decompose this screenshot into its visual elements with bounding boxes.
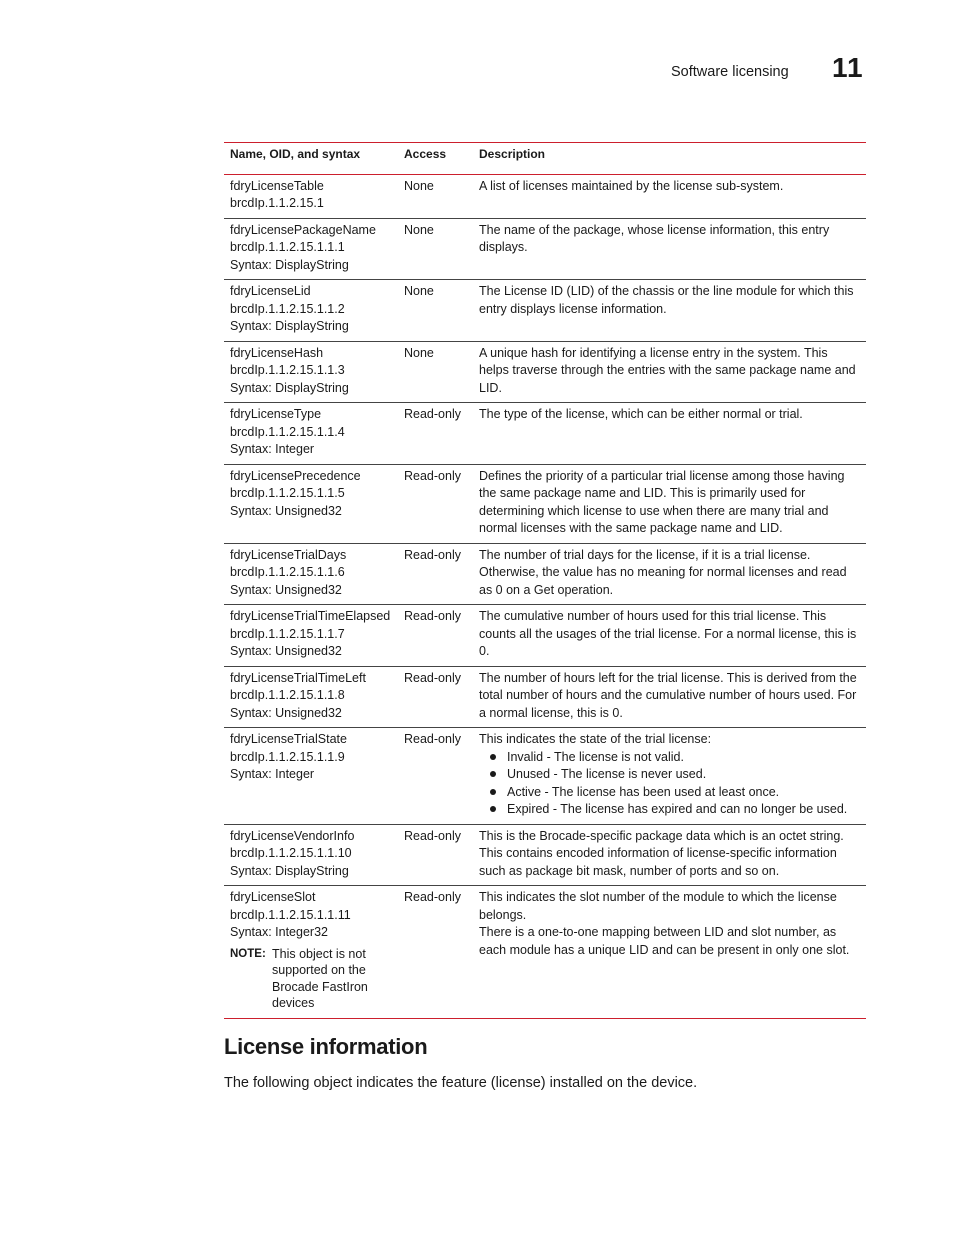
running-header-section: Software licensing: [671, 64, 789, 80]
mib-objects-table: [224, 142, 866, 1019]
object-oid: brcdIp.1.1.2.15.1.1.8: [230, 688, 345, 702]
cell-access: Read-only: [398, 464, 473, 543]
object-oid: brcdIp.1.1.2.15.1.1.1: [230, 240, 345, 254]
description-text: There is a one-to-one mapping between LID and slot number, as each module has a unique LID and can be present in only one slot.: [479, 925, 850, 957]
object-name: fdryLicenseTrialTimeLeft: [230, 670, 366, 685]
cell-description: [473, 218, 866, 280]
object-name: fdryLicenseTrialTimeElapsed: [230, 609, 391, 623]
table-row: [224, 728, 866, 825]
cell-description: [473, 666, 866, 728]
table-row: [224, 280, 866, 342]
object-oid: brcdIp.1.1.2.15.1.1.9: [230, 749, 345, 764]
list-item: Active - The license has been used at least once.: [487, 784, 860, 802]
cell-name-oid-syntax: [224, 341, 398, 403]
object-name: fdryLicenseTrialState: [230, 732, 347, 746]
table-row: [224, 403, 866, 465]
object-name: fdryLicenseVendorInfo: [230, 828, 355, 843]
object-oid: brcdIp.1.1.2.15.1.1.6: [230, 565, 345, 579]
cell-access: Read-only: [398, 824, 473, 886]
object-oid: brcdIp.1.1.2.15.1.1.7: [230, 626, 345, 641]
object-oid: brcdIp.1.1.2.15.1.1.10: [230, 846, 352, 860]
chapter-number: 11: [832, 52, 864, 83]
bullet-list: [479, 749, 860, 819]
object-syntax: Syntax: DisplayString: [230, 863, 349, 878]
cell-name-oid-syntax: [224, 666, 398, 728]
cell-access: None: [398, 341, 473, 403]
object-oid: brcdIp.1.1.2.15.1.1.2: [230, 301, 345, 316]
object-syntax: Syntax: Unsigned32: [230, 644, 342, 658]
object-syntax: Syntax: Unsigned32: [230, 503, 342, 518]
list-item: Invalid - The license is not valid.: [487, 749, 860, 767]
object-name: fdryLicenseHash: [230, 345, 324, 360]
object-oid: brcdIp.1.1.2.15.1.1.11: [230, 907, 351, 922]
cell-description: [473, 728, 866, 825]
object-syntax: Syntax: Integer: [230, 442, 315, 456]
description-text: This indicates the slot number of the module to which the license belongs.: [479, 890, 837, 922]
list-item: Unused - The license is never used.: [487, 766, 860, 784]
column-header-description: Description: [473, 143, 866, 175]
description-text: The number of hours left for the trial license. This is derived from the total number of hours and the cumulative number of hours used. For a normal license, this is 0.: [479, 670, 857, 720]
cell-name-oid-syntax: [224, 824, 398, 886]
object-name: fdryLicenseTrialDays: [230, 547, 347, 562]
object-syntax: Syntax: DisplayString: [230, 257, 349, 272]
column-header-name: Name, OID, and syntax: [224, 143, 398, 175]
cell-name-oid-syntax: [224, 218, 398, 280]
cell-name-oid-syntax: [224, 464, 398, 543]
object-syntax: Syntax: DisplayString: [230, 319, 349, 333]
description-text: This is the Brocade-specific package data which is an octet string. This contains encoded information of license-specific information such as package bit mask, number of ports and so on.: [479, 828, 844, 878]
cell-access: Read-only: [398, 403, 473, 465]
note: [230, 946, 392, 1012]
cell-description: [473, 464, 866, 543]
description-text: This indicates the state of the trial license:: [479, 732, 712, 746]
cell-name-oid-syntax: [224, 543, 398, 605]
cell-access: Read-only: [398, 605, 473, 667]
object-name: fdryLicenseSlot: [230, 890, 316, 904]
table-row: [224, 174, 866, 218]
cell-access: None: [398, 174, 473, 218]
object-oid: brcdIp.1.1.2.15.1.1.3: [230, 363, 345, 377]
description-text: The number of trial days for the license, if it is a trial license. Otherwise, the value has no meaning for normal licenses and read as 0 on a Get operation.: [479, 547, 847, 597]
note-label: NOTE:: [230, 947, 266, 960]
cell-description: [473, 605, 866, 667]
description-text: A unique hash for identifying a license entry in the system. This helps traverse through the entries with the same package name and LID.: [479, 345, 856, 395]
cell-description: [473, 280, 866, 342]
table-row: [224, 218, 866, 280]
cell-name-oid-syntax: [224, 280, 398, 342]
object-name: fdryLicensePrecedence: [230, 468, 361, 483]
cell-description: [473, 341, 866, 403]
table-row: [224, 824, 866, 886]
section-paragraph: The following object indicates the feature (license) installed on the device.: [224, 1075, 698, 1091]
table-row: [224, 543, 866, 605]
cell-description: [473, 174, 866, 218]
object-name: fdryLicenseLid: [230, 284, 311, 298]
table-row: [224, 666, 866, 728]
description-text: Defines the priority of a particular trial license among those having the same package name and LID. This is primarily used for determining which license to use when there are many trial and normal licenses with the same package name and LID.: [479, 468, 845, 535]
object-syntax: Syntax: DisplayString: [230, 380, 349, 395]
cell-name-oid-syntax: [224, 174, 398, 218]
cell-name-oid-syntax: [224, 605, 398, 667]
description-text: The cumulative number of hours used for this trial license. This counts all the usages of the trial license. For a normal license, this is 0.: [479, 609, 857, 658]
cell-access: None: [398, 218, 473, 280]
cell-access: Read-only: [398, 543, 473, 605]
cell-name-oid-syntax: [224, 403, 398, 465]
object-syntax: Syntax: Integer32: [230, 925, 328, 939]
note-text: This object is not supported on the Brocade FastIron devices: [272, 946, 368, 1010]
description-text: The type of the license, which can be either normal or trial.: [479, 407, 803, 421]
column-header-access: Access: [398, 143, 473, 175]
description-text: The License ID (LID) of the chassis or the line module for which this entry displays license information.: [479, 284, 854, 316]
object-oid: brcdIp.1.1.2.15.1: [230, 196, 324, 210]
object-name: fdryLicensePackageName: [230, 222, 376, 237]
cell-description: [473, 543, 866, 605]
object-oid: brcdIp.1.1.2.15.1.1.5: [230, 486, 345, 500]
cell-access: Read-only: [398, 728, 473, 825]
cell-description: [473, 403, 866, 465]
description-text: The name of the package, whose license information, this entry displays.: [479, 222, 830, 254]
object-syntax: Syntax: Unsigned32: [230, 582, 342, 597]
cell-access: None: [398, 280, 473, 342]
table-row: [224, 341, 866, 403]
table-header-row: [224, 143, 866, 175]
cell-name-oid-syntax: [224, 886, 398, 1019]
cell-name-oid-syntax: [224, 728, 398, 825]
object-oid: brcdIp.1.1.2.15.1.1.4: [230, 424, 345, 439]
cell-description: [473, 886, 866, 1019]
cell-access: Read-only: [398, 666, 473, 728]
table-row: [224, 464, 866, 543]
object-name: fdryLicenseType: [230, 407, 322, 421]
cell-access: Read-only: [398, 886, 473, 1019]
table-row: [224, 886, 866, 1019]
list-item: Expired - The license has expired and can no longer be used.: [487, 801, 860, 819]
object-name: fdryLicenseTable: [230, 178, 324, 193]
object-syntax: Syntax: Integer: [230, 767, 315, 781]
section-heading: License information: [224, 1034, 428, 1059]
table-row: [224, 605, 866, 667]
object-syntax: Syntax: Unsigned32: [230, 705, 342, 720]
description-text: A list of licenses maintained by the license sub-system.: [479, 178, 784, 193]
cell-description: [473, 824, 866, 886]
